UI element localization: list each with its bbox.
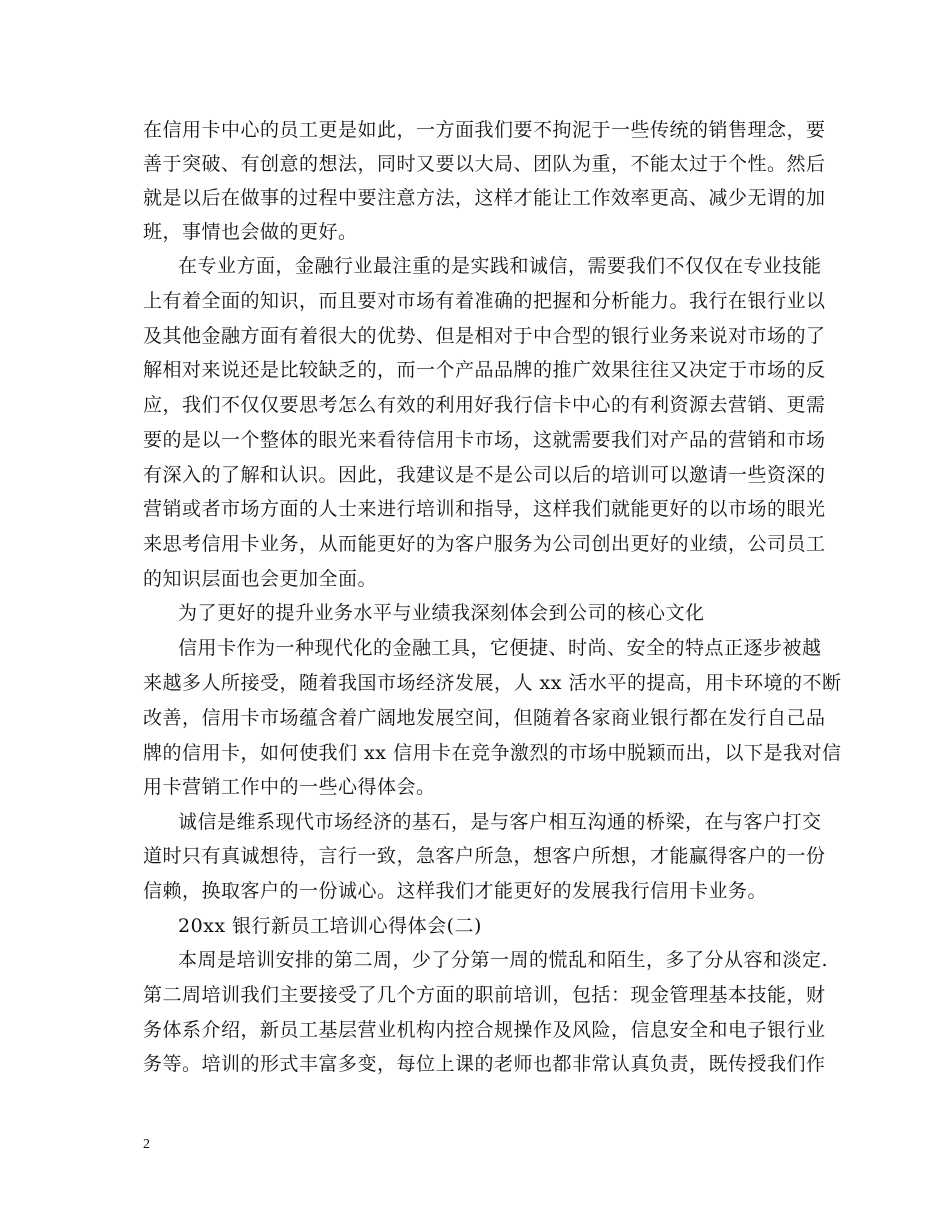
body-line: 及其他金融方面有着很大的优势、但是相对于中合型的银行业务来说对市场的了 [143, 325, 826, 347]
body-line: 的知识层面也会更加全面。 [143, 568, 378, 590]
body-line: 用卡营销工作中的一些心得体会。 [143, 776, 436, 798]
body-line: 要的是以一个整体的眼光来看待信用卡市场，这就需要我们对产品的营销和市场 [143, 429, 826, 451]
body-line: 牌的信用卡，如何使我们 xx 信用卡在竞争激烈的市场中脱颖而出，以下是我对信 [143, 742, 842, 764]
body-line: 来越多人所接受，随着我国市场经济发展，人 xx 活水平的提高，用卡环境的不断 [143, 672, 842, 694]
paragraph-start-line: 信用卡作为一种现代化的金融工具，它便捷、时尚、安全的特点正逐步被越 [178, 637, 822, 659]
body-line: 信赖，换取客户的一份诚心。这样我们才能更好的发展我行信用卡业务。 [143, 880, 768, 902]
section-heading: 20xx 银行新员工培训心得体会(二) [178, 915, 482, 937]
body-line: 第二周培训我们主要接受了几个方面的职前培训，包括：现金管理基本技能，财 [143, 984, 826, 1006]
body-line: 营销或者市场方面的人士来进行培训和指导，这样我们就能更好的以市场的眼光 [143, 498, 826, 520]
body-line: 善于突破、有创意的想法，同时又要以大局、团队为重，不能太过于个性。然后 [143, 153, 826, 175]
paragraph-start-line: 本周是培训安排的第二周，少了分第一周的慌乱和陌生，多了分从容和淡定. [178, 949, 829, 971]
body-line: 解相对来说还是比较缺乏的，而一个产品品牌的推广效果往往又决定于市场的反 [143, 359, 826, 381]
body-line: 应，我们不仅仅要思考怎么有效的利用好我行信卡中心的有利资源去营销、更需 [143, 394, 826, 416]
page-number: 2 [143, 1137, 150, 1152]
paragraph-start-line: 诚信是维系现代市场经济的基石，是与客户相互沟通的桥梁，在与客户打交 [178, 811, 822, 833]
body-line: 来思考信用卡业务，从而能更好的为客户服务为公司创出更好的业绩，公司员工 [143, 533, 826, 555]
body-line: 班，事情也会做的更好。 [143, 221, 358, 243]
paragraph-start-line: 在专业方面，金融行业最注重的是实践和诚信，需要我们不仅仅在专业技能 [178, 255, 822, 277]
body-line: 改善，信用卡市场蕴含着广阔地发展空间，但随着各家商业银行都在发行自己品 [143, 707, 826, 729]
body-line: 务等。培训的形式丰富多变，每位上课的老师也都非常认真负责，既传授我们作 [143, 1053, 826, 1075]
section-heading: 为了更好的提升业务水平与业绩我深刻体会到公司的核心文化 [178, 602, 705, 624]
body-line: 上有着全面的知识，而且要对市场有着准确的把握和分析能力。我行在银行业以 [143, 290, 826, 312]
body-line: 道时只有真诚想待，言行一致，急客户所急，想客户所想，才能赢得客户的一份 [143, 845, 826, 867]
body-line: 务体系介绍，新员工基层营业机构内控合规操作及风险，信息安全和电子银行业 [143, 1019, 826, 1041]
body-line: 就是以后在做事的过程中要注意方法，这样才能让工作效率更高、减少无谓的加 [143, 187, 826, 209]
body-line: 有深入的了解和认识。因此，我建议是不是公司以后的培训可以邀请一些资深的 [143, 464, 826, 486]
body-line: 在信用卡中心的员工更是如此，一方面我们要不拘泥于一些传统的销售理念，要 [143, 119, 826, 141]
